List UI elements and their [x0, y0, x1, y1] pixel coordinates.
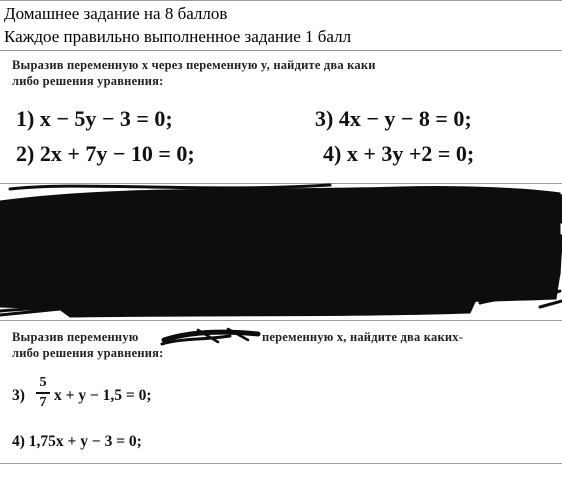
task2-instruction-line2: либо решения уравнения: — [12, 346, 164, 360]
header-divider — [0, 50, 562, 51]
equation-4: 4) x + 3y +2 = 0; — [323, 141, 475, 166]
fraction-denominator: 7 — [39, 394, 47, 410]
fraction-5-7 — [36, 375, 50, 411]
task2-instruction-line1b: переменную x, найдите два каких- — [262, 330, 464, 344]
fraction-numerator: 5 — [39, 375, 47, 390]
redaction-divider — [0, 320, 562, 321]
equation-3: 3) 4x − y − 8 = 0; — [315, 106, 472, 131]
scribble-redaction — [0, 183, 562, 320]
fraction-bar — [36, 392, 50, 394]
task1-instruction-line1: Выразив переменную x через переменную y, найдите два каки — [12, 58, 376, 72]
task1-instruction-line2: либо решения уравнения: — [12, 74, 164, 88]
task2-scribble — [158, 326, 268, 348]
task2-instruction-line1a: Выразив переменную — [12, 330, 139, 344]
header-subtitle: Каждое правильно выполненное задание 1 балл — [4, 27, 352, 46]
equation-3-prefix: 3) — [12, 387, 25, 404]
equation-3-rest: x + y − 1,5 = 0; — [54, 387, 152, 404]
bottom-rule — [0, 463, 562, 464]
header-title: Домашнее задание на 8 баллов — [4, 4, 228, 23]
equation-4-small: 4) 1,75x + y − 3 = 0; — [12, 433, 142, 450]
top-rule — [0, 0, 562, 1]
equation-2: 2) 2x + 7y − 10 = 0; — [16, 141, 195, 166]
equation-1: 1) x − 5y − 3 = 0; — [16, 106, 173, 131]
